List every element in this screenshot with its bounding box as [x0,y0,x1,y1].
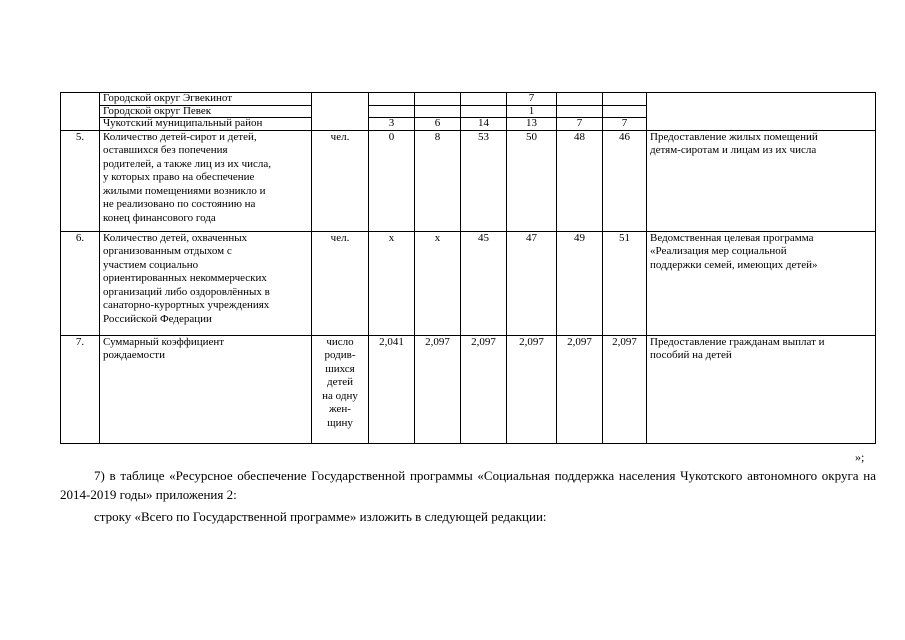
value-cell [369,105,415,118]
program-cell: Предоставление жилых помещений детям-сиротам и лицам из их числа [647,130,876,231]
indicators-table [60,92,876,444]
value-cell: 2,097 [603,335,647,443]
value-cell: 2,097 [507,335,557,443]
program-cell: Предоставление гражданам выплат и пособий на детей [647,335,876,443]
value-cell: 53 [461,130,507,231]
row-number: 5. [61,130,100,231]
value-cell [461,93,507,106]
row-number: 6. [61,231,100,335]
value-cell: 8 [415,130,461,231]
value-cell: 0 [369,130,415,231]
unit-cell: чел. [312,231,369,335]
value-cell [603,105,647,118]
unit-cell: чел. [312,130,369,231]
sub-row-name: Городской округ Эгвекинот [100,93,312,106]
value-cell [415,93,461,106]
program-cell: Ведомственная целевая программа «Реализация мер социальной поддержки семей, имеющих детей» [647,231,876,335]
value-cell: 3 [369,118,415,131]
sub-row-name: Городской округ Певек [100,105,312,118]
value-cell: 7 [603,118,647,131]
value-cell: 13 [507,118,557,131]
cell-unit-empty [312,93,369,131]
sub-row-egvekinot [61,93,876,106]
value-cell: 45 [461,231,507,335]
value-cell: 1 [507,105,557,118]
amendment-paragraph: 7) в таблице «Ресурсное обеспечение Государственной программы «Социальная поддержка населения Чукотского автономного округа на 2014-2019 годы» приложения 2: [60,468,876,502]
value-cell [415,105,461,118]
value-cell: 6 [415,118,461,131]
value-cell: 2,097 [415,335,461,443]
value-cell: 47 [507,231,557,335]
value-cell: 48 [557,130,603,231]
value-cell: 49 [557,231,603,335]
value-cell: 46 [603,130,647,231]
value-cell: х [415,231,461,335]
value-cell: 51 [603,231,647,335]
cell-num-empty [61,93,100,131]
closing-quote: »; [855,450,865,464]
indicator-name: Суммарный коэффициент рождаемости [100,335,312,443]
value-cell [369,93,415,106]
indicator-name: Количество детей-сирот и детей, оставшихся без попечения родителей, а также лиц из их числа, у которых право на обеспечение жилыми помещениями возникло и не реализовано по состоянию на конец финансового года [100,130,312,231]
value-cell: 14 [461,118,507,131]
value-cell [461,105,507,118]
value-cell: 2,041 [369,335,415,443]
value-cell: х [369,231,415,335]
value-cell: 50 [507,130,557,231]
sub-row-name: Чукотский муниципальный район [100,118,312,131]
value-cell [557,105,603,118]
table-row-5 [61,130,876,231]
row-number: 7. [61,335,100,443]
value-cell: 7 [507,93,557,106]
value-cell [557,93,603,106]
table-row-7 [61,335,876,443]
value-cell: 2,097 [461,335,507,443]
value-cell: 2,097 [557,335,603,443]
indicator-name: Количество детей, охваченных организованным отдыхом с участием социально ориентированных некоммерческих организаций либо оздоровлённых в санаторно-курортных учреждениях Российской Федерации [100,231,312,335]
table-row-6 [61,231,876,335]
cell-program-empty [647,93,876,131]
value-cell [603,93,647,106]
amendment-line: строку «Всего по Государственной программе» изложить в следующей редакции: [94,509,547,524]
unit-cell: число родив- шихся детей на одну жен- щину [312,335,369,443]
value-cell: 7 [557,118,603,131]
